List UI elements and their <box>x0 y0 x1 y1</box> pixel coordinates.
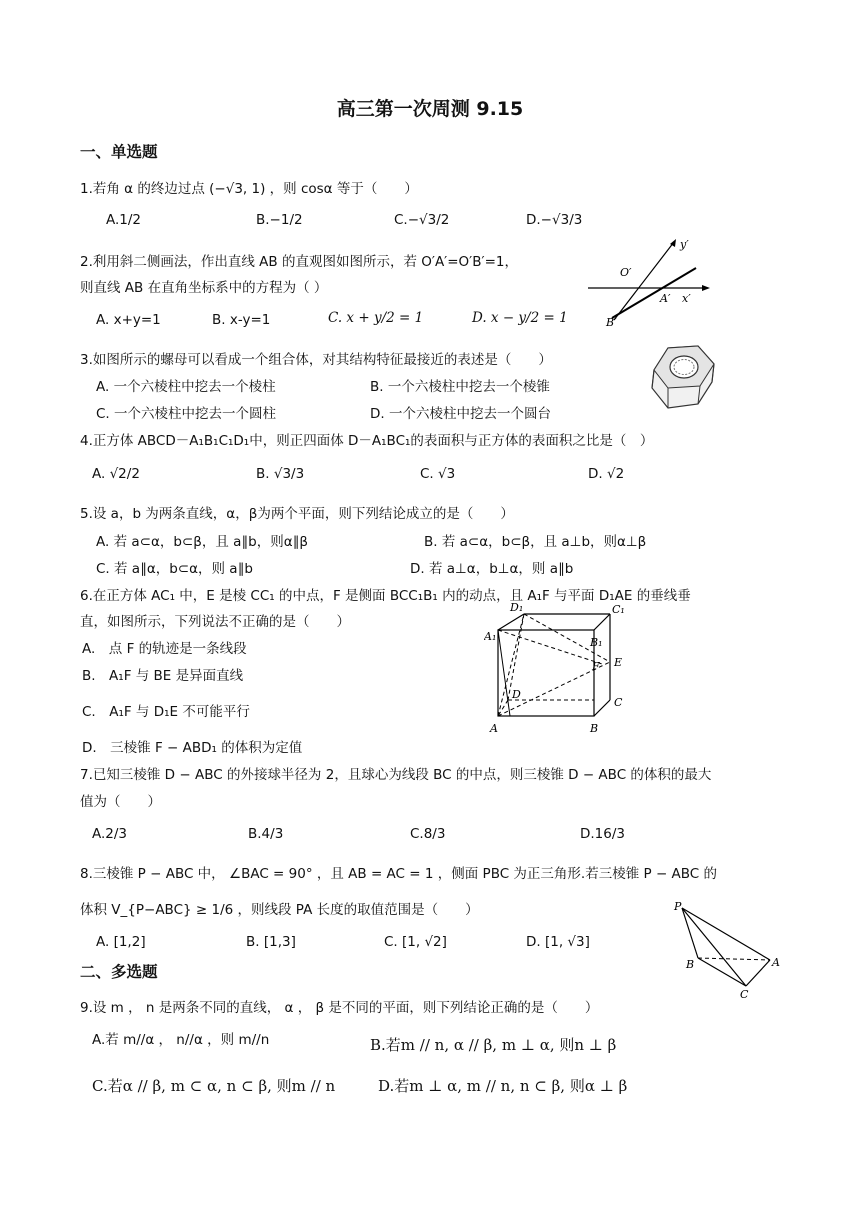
cube-figure <box>484 600 634 742</box>
question-7-option-d[interactable]: D.16/3 <box>580 826 626 842</box>
question-4-stem: 4.正方体 ABCD－A₁B₁C₁D₁中，则正四面体 D－A₁BC₁的表面积与正方体的表面积之比是（ ） <box>80 433 654 449</box>
question-9-option-a[interactable]: A.若 m//α ， n//α ，则 m//n <box>92 1032 270 1048</box>
question-5-option-a[interactable]: A. 若 a⊂α，b⊂β，且 a∥b，则α∥β <box>96 534 308 550</box>
question-6-line-2: 直，如图所示，下列说法不正确的是（ ） <box>80 614 350 630</box>
fig-label-a: A <box>772 956 780 969</box>
fig-label-b: B′ <box>606 316 617 328</box>
question-3-option-a[interactable]: A. 一个六棱柱中挖去一个棱柱 <box>96 379 276 395</box>
question-1-option-c[interactable]: C.−√3/2 <box>394 212 450 228</box>
section-single-choice: 一、单选题 <box>80 143 158 161</box>
question-3-stem: 3.如图所示的螺母可以看成一个组合体，对其结构特征最接近的表述是（ ） <box>80 352 552 368</box>
fig-label-b: B <box>686 958 695 971</box>
question-9-option-b[interactable]: B.若m // n, α // β, m ⊥ α, 则n ⊥ β <box>370 1036 617 1054</box>
fig-label-a1: A₁ <box>484 630 497 643</box>
question-1-option-a[interactable]: A.1/2 <box>106 212 142 228</box>
fig-label-c: C <box>740 988 749 1001</box>
question-4-option-c[interactable]: C. √3 <box>420 466 456 482</box>
question-1-stem: 1.若角 α 的终边过点 (−√3, 1) ，则 cosα 等于（ ） <box>80 181 418 197</box>
fig-label-a: A <box>490 722 498 735</box>
question-9-option-d[interactable]: D.若m ⊥ α, m // n, n ⊂ β, 则α ⊥ β <box>378 1077 628 1095</box>
fig-label-x: x′ <box>682 292 691 305</box>
question-4-option-a[interactable]: A. √2/2 <box>92 466 140 482</box>
fig-label-d: D <box>512 688 521 701</box>
fig-label-a: A′ <box>660 292 671 305</box>
question-6-option-b[interactable]: B. A₁F 与 BE 是异面直线 <box>82 668 244 684</box>
fig-label-f: F <box>592 660 600 673</box>
question-1-option-b[interactable]: B.−1/2 <box>256 212 303 228</box>
question-5-option-b[interactable]: B. 若 a⊂α，b⊂β，且 a⊥b，则α⊥β <box>424 534 647 550</box>
question-7-line-2: 值为（ ） <box>80 794 161 810</box>
question-8-option-c[interactable]: C. [1, √2] <box>384 934 447 950</box>
oblique-projection-figure <box>584 236 714 328</box>
question-8-option-a[interactable]: A. [1,2] <box>96 934 146 950</box>
question-8-line-2: 体积 V_{P−ABC} ≥ 1/6 ，则线段 PA 长度的取值范围是（ ） <box>80 902 479 918</box>
page-title: 高三第一次周测 9.15 <box>336 98 524 120</box>
question-2-line-1: 2.利用斜二侧画法，作出直线 AB 的直观图如图所示，若 O′A′=O′B′=1， <box>80 254 518 270</box>
question-6-option-c[interactable]: C. A₁F 与 D₁E 不可能平行 <box>82 704 250 720</box>
question-6-option-a[interactable]: A. 点 F 的轨迹是一条线段 <box>82 641 247 657</box>
question-2-option-d[interactable]: D. x − y/2 = 1 <box>472 310 568 326</box>
question-6-option-d[interactable]: D. 三棱锥 F − ABD₁ 的体积为定值 <box>82 740 303 756</box>
question-3-option-b[interactable]: B. 一个六棱柱中挖去一个棱锥 <box>370 379 550 395</box>
fig-label-c: C <box>614 696 623 709</box>
question-2-line-2: 则直线 AB 在直角坐标系中的方程为（ ） <box>80 280 328 296</box>
fig-label-p: P <box>674 900 682 913</box>
question-3-option-d[interactable]: D. 一个六棱柱中挖去一个圆台 <box>370 406 551 422</box>
question-6-line-1: 6.在正方体 AC₁ 中，E 是棱 CC₁ 的中点，F 是侧面 BCC₁B₁ 内的动点，且 A₁F 与平面 D₁AE 的垂线垂 <box>80 588 691 604</box>
question-3-option-c[interactable]: C. 一个六棱柱中挖去一个圆柱 <box>96 406 277 422</box>
question-4-option-b[interactable]: B. √3/3 <box>256 466 305 482</box>
question-2-option-c[interactable]: C. x + y/2 = 1 <box>328 310 424 326</box>
question-2-option-b[interactable]: B. x-y=1 <box>212 312 271 328</box>
fig-label-o: O′ <box>620 266 632 279</box>
question-9-option-c[interactable]: C.若α // β, m ⊂ α, n ⊂ β, 则m // n <box>92 1077 336 1095</box>
question-5-stem: 5.设 a，b 为两条直线，α，β为两个平面，则下列结论成立的是（ ） <box>80 506 514 522</box>
pyramid-figure <box>670 898 790 1002</box>
fig-label-b: B <box>590 722 599 735</box>
question-2-option-a[interactable]: A. x+y=1 <box>96 312 161 328</box>
fig-label-y: y′ <box>680 238 689 251</box>
question-7-option-a[interactable]: A.2/3 <box>92 826 128 842</box>
question-7-option-c[interactable]: C.8/3 <box>410 826 446 842</box>
fig-label-b1: B₁ <box>590 636 603 649</box>
question-9-stem: 9.设 m ， n 是两条不同的直线， α ， β 是不同的平面，则下列结论正确的是（ ） <box>80 1000 599 1016</box>
question-5-option-d[interactable]: D. 若 a⊥α，b⊥α，则 a∥b <box>410 561 574 577</box>
question-7-option-b[interactable]: B.4/3 <box>248 826 284 842</box>
question-8-option-d[interactable]: D. [1, √3] <box>526 934 590 950</box>
question-5-option-c[interactable]: C. 若 a∥α，b⊂α，则 a∥b <box>96 561 253 577</box>
fig-label-c1: C₁ <box>612 603 625 616</box>
hex-nut-figure <box>646 342 720 414</box>
question-7-line-1: 7.已知三棱锥 D − ABC 的外接球半径为 2，且球心为线段 BC 的中点，则三棱锥 D − ABC 的体积的最大 <box>80 767 712 783</box>
fig-label-e: E <box>614 656 623 669</box>
question-4-option-d[interactable]: D. √2 <box>588 466 625 482</box>
section-multiple-choice: 二、多选题 <box>80 963 158 981</box>
question-8-option-b[interactable]: B. [1,3] <box>246 934 296 950</box>
question-8-line-1: 8.三棱锥 P − ABC 中， ∠BAC = 90° ，且 AB = AC = 1 ，侧面 PBC 为正三角形.若三棱锥 P − ABC 的 <box>80 866 718 882</box>
question-1-option-d[interactable]: D.−√3/3 <box>526 212 583 228</box>
fig-label-d1: D₁ <box>510 601 524 614</box>
